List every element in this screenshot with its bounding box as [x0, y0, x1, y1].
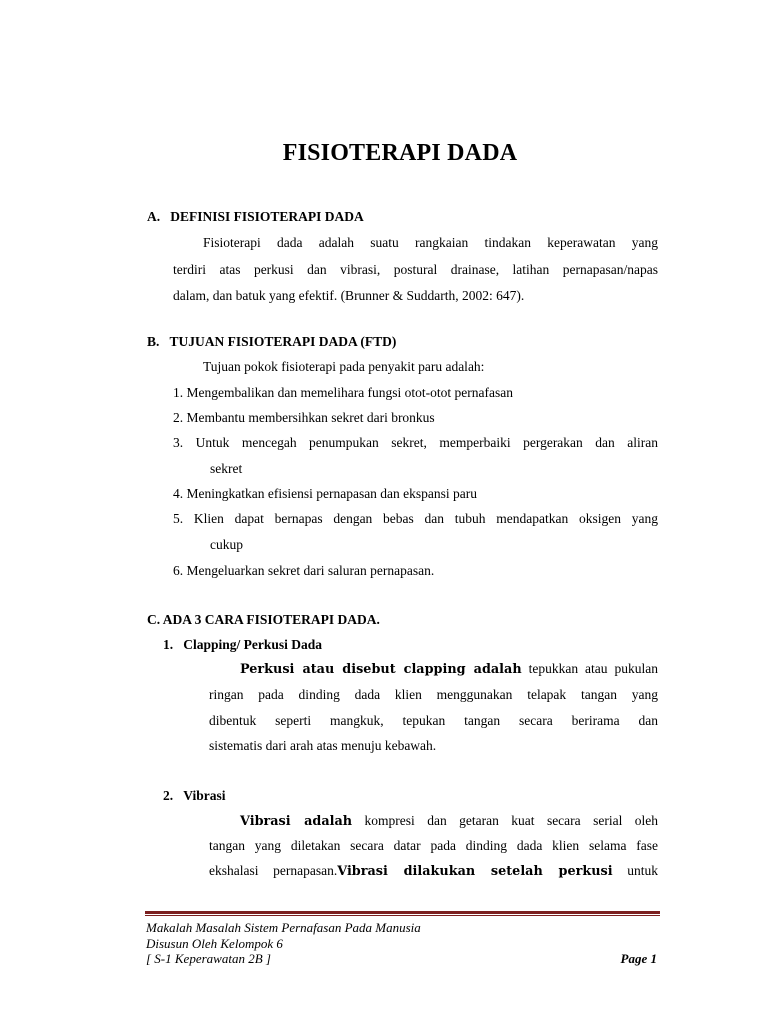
- vibrasi-line-1-rest: kompresi dan getaran kuat secara serial oleh: [352, 813, 658, 828]
- footer-rule-thin: [145, 915, 660, 916]
- section-c-heading: C. ADA 3 CARA FISIOTERAPI DADA.: [147, 612, 380, 627]
- list-item-continuation: cukup: [210, 537, 243, 552]
- list-item: 1. Mengembalikan dan memelihara fungsi otot-otot pernafasan: [173, 385, 514, 400]
- footer-rule: [145, 911, 660, 914]
- vibrasi-line-2: tangan yang diletakan secara datar pada dinding dada klien selama fase: [209, 838, 658, 853]
- list-item: 4. Meningkatkan efisiensi pernapasan dan ekspansi paru: [173, 486, 478, 501]
- clapping-line-3: dibentuk seperti mangkuk, tepukan tangan secara berirama dan: [209, 713, 658, 728]
- footer-title: Makalah Masalah Sistem Pernafasan Pada Manusia: [146, 920, 421, 935]
- list-item: 3. Untuk mencegah penumpukan sekret, memperbaiki pergerakan dan aliran: [173, 435, 658, 450]
- subsection-vibrasi-heading: 2. Vibrasi: [163, 788, 226, 803]
- clapping-term: Perkusi atau disebut clapping adalah: [240, 662, 522, 677]
- vibrasi-line-3-bold: Vibrasi dilakukan setelah perkusi: [337, 864, 613, 879]
- vibrasi-line-3: [209, 863, 658, 879]
- list-item: 5. Klien dapat bernapas dengan bebas dan tubuh mendapatkan oksigen yang: [173, 511, 658, 526]
- section-a-line-1: Fisioterapi dada adalah suatu rangkaian tindakan keperawatan yang: [203, 235, 658, 250]
- list-item: 6. Mengeluarkan sekret dari saluran pernapasan.: [173, 563, 435, 578]
- section-a-line-3: dalam, dan batuk yang efektif. (Brunner & Suddarth, 2002: 647).: [173, 288, 525, 303]
- vibrasi-term: Vibrasi adalah: [240, 814, 353, 829]
- clapping-line-4: sistematis dari arah atas menuju kebawah.: [209, 738, 437, 753]
- section-a-heading: A. DEFINISI FISIOTERAPI DADA: [147, 209, 364, 224]
- list-item: 2. Membantu membersihkan sekret dari bronkus: [173, 410, 435, 425]
- footer-class: [ S-1 Keperawatan 2B ]: [146, 951, 271, 966]
- clapping-line-1: [240, 661, 658, 677]
- section-a-line-2: terdiri atas perkusi dan vibrasi, postural drainase, latihan pernapasan/napas: [173, 262, 658, 277]
- list-item-continuation: sekret: [210, 461, 243, 476]
- clapping-line-2: ringan pada dinding dada klien menggunakan telapak tangan yang: [209, 687, 658, 702]
- subsection-clapping-heading: 1. Clapping/ Perkusi Dada: [163, 637, 323, 652]
- page-number: Page 1: [620, 951, 657, 966]
- section-b-intro: Tujuan pokok fisioterapi pada penyakit paru adalah:: [203, 359, 485, 374]
- footer-group: Disusun Oleh Kelompok 6: [146, 936, 283, 951]
- vibrasi-line-3-start: ekshalasi pernapasan.: [209, 863, 338, 878]
- page-title: FISIOTERAPI DADA: [282, 140, 518, 166]
- vibrasi-line-1: [240, 813, 658, 829]
- clapping-line-1-rest: tepukkan atau pukulan: [521, 661, 658, 676]
- vibrasi-line-3-end: untuk: [612, 863, 658, 878]
- section-b-heading: B. TUJUAN FISIOTERAPI DADA (FTD): [147, 334, 397, 349]
